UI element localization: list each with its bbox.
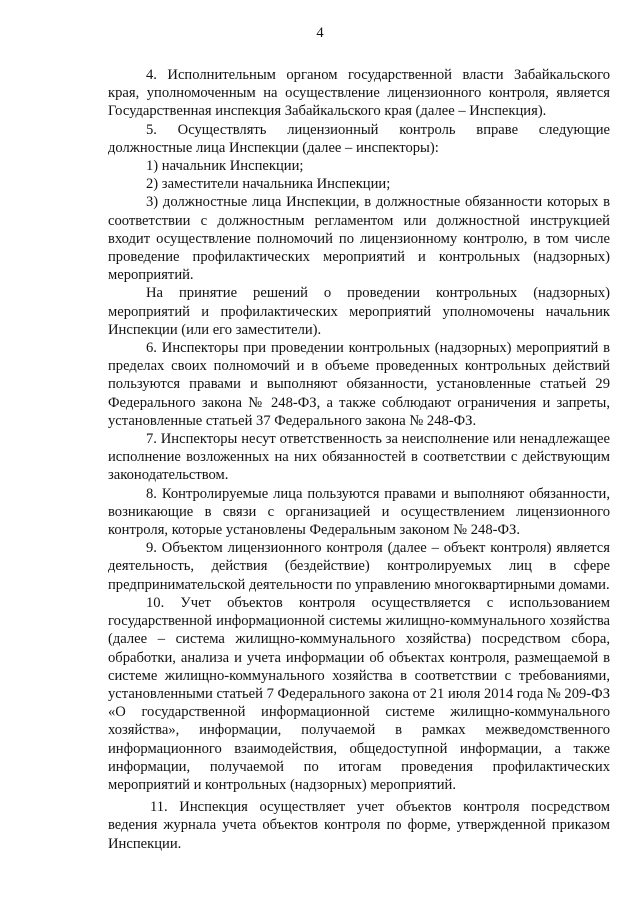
document-body xyxy=(108,66,610,853)
paragraph-8: 8. Контролируемые лица пользуются правами и выполняют обязанности, возникающие в связи с организацией и осуществлением лицензионного контроля, которые установлены Федеральным законом № 248-ФЗ. xyxy=(108,485,610,539)
paragraph-10: 10. Учет объектов контроля осуществляется с использованием государственной информационной системы жилищно-коммунального хозяйства (далее – система жилищно-коммунального хозяйства) посредством сбора, обработки, анализа и учета информации об объектах контроля, размещаемой в системе жилищно-коммунального хозяйства в соответствии с требованиями, установленными статьей 7 Федерального закона от 21 июля 2014 года № 209-ФЗ «О государственной информационной системе жилищно-коммунального хозяйства», информации, получаемой в рамках межведомственного информационного взаимодействия, общедоступной информации, а также информации, получаемой по итогам проведения профилактических мероприятий и контрольных (надзорных) мероприятий. xyxy=(108,594,611,793)
paragraph-5: 5. Осуществлять лицензионный контроль вправе следующие должностные лица Инспекции (далее – инспекторы): xyxy=(108,121,610,156)
paragraph-9: 9. Объектом лицензионного контроля (далее – объект контроля) является деятельность, действия (бездействие) контролируемых лиц в сфере предпринимательской деятельности по управлению многоквартирными домами. xyxy=(108,540,610,593)
paragraph-11: 11. Инспекция осуществляет учет объектов контроля посредством ведения журнала учета объектов контроля по форме, утвержденной приказом Инспекции. xyxy=(108,799,610,852)
paragraph-5-item-2: 2) заместители начальника Инспекции; xyxy=(146,176,391,193)
page-number: 4 xyxy=(316,25,324,41)
paragraph-6: 6. Инспекторы при проведении контрольных (надзорных) мероприятий в пределах своих полномочий и в объеме проведенных контрольных действий пользуются правами и выполняют обязанности, установленные статьей 29 Федерального закона № 248-ФЗ, а также соблюдают ограничения и запреты, установленные статьей 37 Федерального закона № 248-ФЗ. xyxy=(108,340,610,429)
paragraph-4: 4. Исполнительным органом государственной власти Забайкальского края, уполномоченным на осуществление лицензионного контроля, является Государственная инспекция Забайкальского края (далее – Инспекция). xyxy=(108,67,610,120)
paragraph-7: 7. Инспекторы несут ответственность за неисполнение или ненадлежащее исполнение возложенных на них обязанностей в соответствии с действующим законодательством. xyxy=(108,431,610,484)
paragraph-decision-authority: На принятие решений о проведении контрольных (надзорных) мероприятий и профилактических мероприятий уполномочены начальник Инспекции (или его заместители). xyxy=(108,285,610,338)
paragraph-5-item-3: 3) должностные лица Инспекции, в должностные обязанности которых в соответствии с должностным регламентом или должностной инструкцией входит осуществление полномочий по лицензионному контролю, в том числе проведение профилактических мероприятий и контрольных (надзорных) мероприятий. xyxy=(108,194,610,284)
paragraph-5-item-1: 1) начальник Инспекции; xyxy=(146,158,304,175)
